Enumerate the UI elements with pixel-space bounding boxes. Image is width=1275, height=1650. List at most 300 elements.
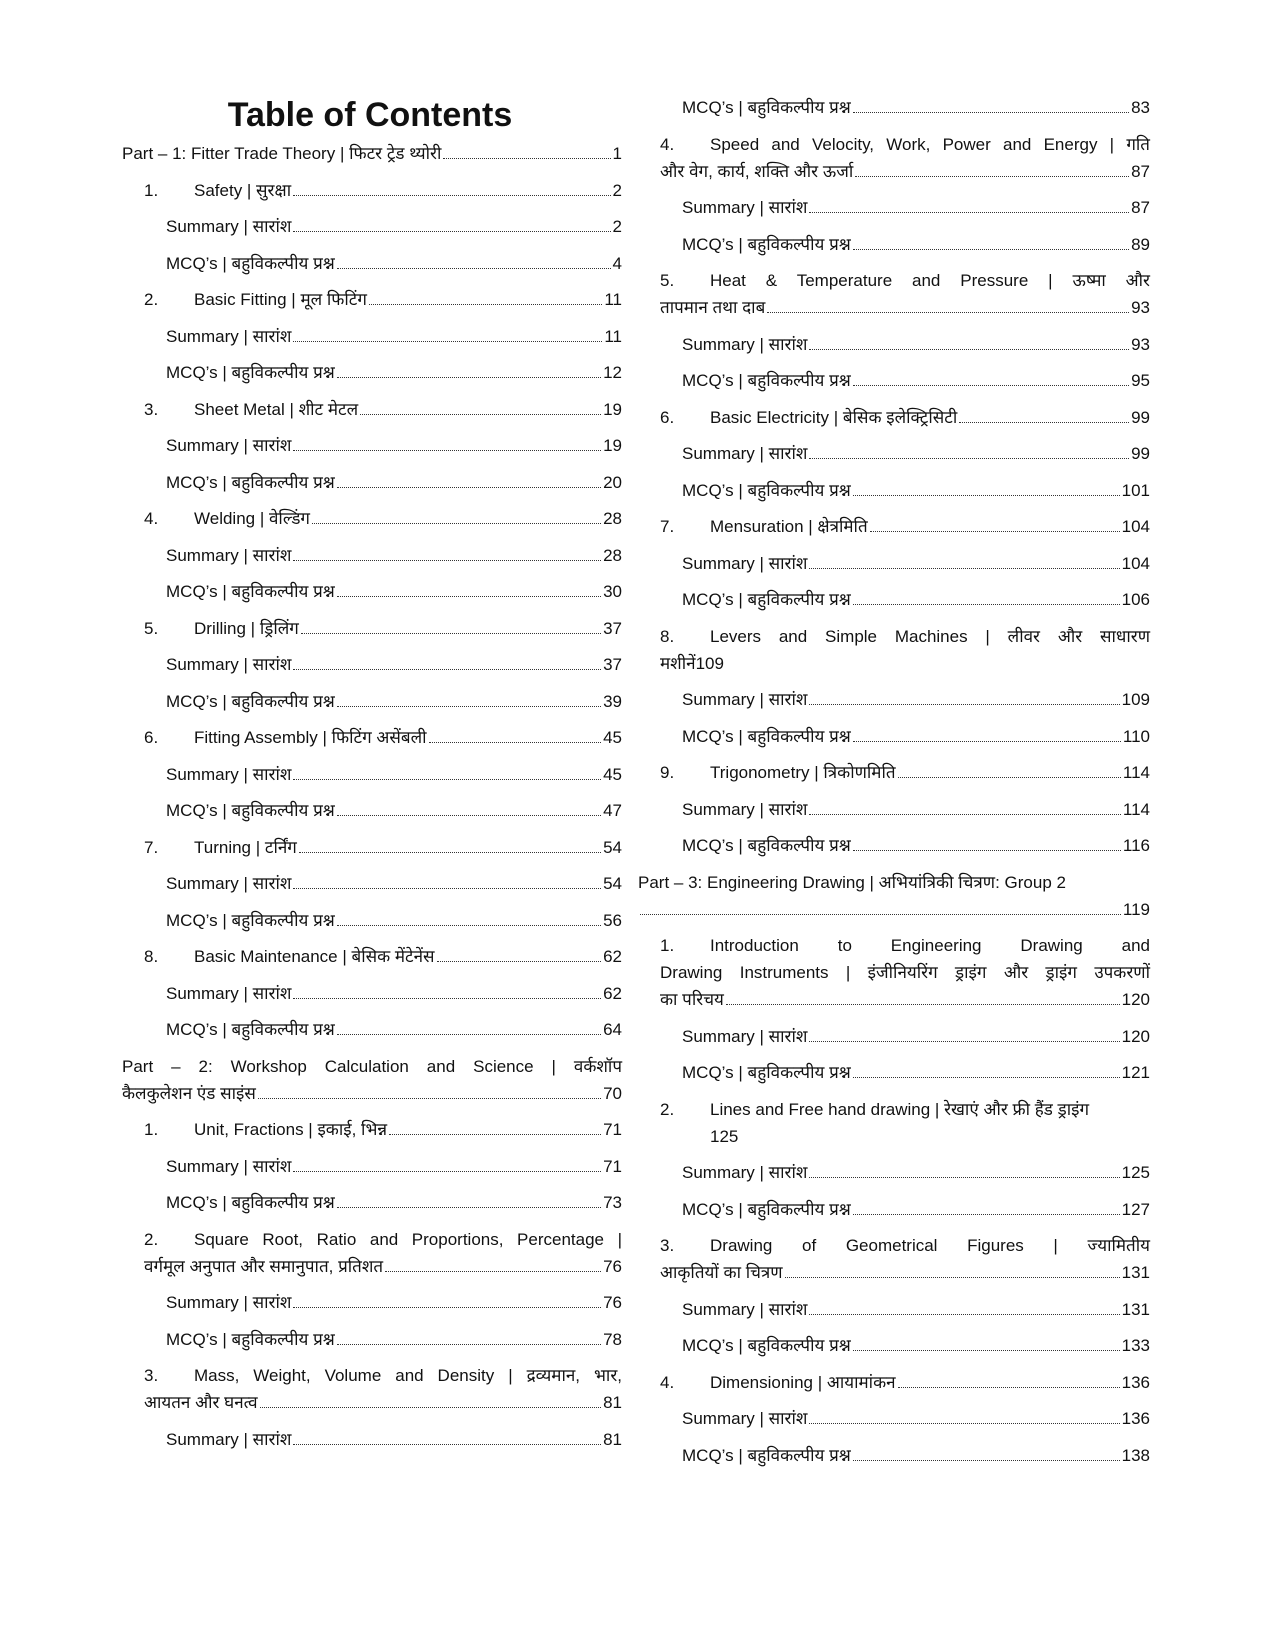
dot-leader (299, 852, 601, 853)
toc-chapter-row (144, 615, 622, 642)
toc-chapter (660, 513, 1150, 540)
toc-chapter (122, 615, 622, 642)
toc-subentry-row (682, 686, 1150, 713)
page-number: 11 (604, 326, 622, 346)
toc-chapter (122, 177, 622, 204)
dot-leader (337, 925, 601, 926)
dot-leader (260, 1407, 601, 1408)
toc-subentry-row (166, 359, 622, 386)
chapter-title-line3: का परिचय (660, 990, 724, 1009)
dot-leader (337, 1034, 601, 1035)
toc-chapter-row (144, 1116, 622, 1143)
toc-subentry-row (166, 688, 622, 715)
dot-leader (360, 414, 601, 415)
toc-subentry (660, 723, 1150, 750)
toc-subentry-row (166, 761, 622, 788)
toc-chapter-row (144, 177, 622, 204)
page-number: 116 (1122, 836, 1150, 855)
subentry-title: Summary | सारांश (682, 1299, 808, 1319)
dot-leader (853, 112, 1129, 113)
page-number: 2 (612, 217, 622, 236)
dot-leader (809, 458, 1129, 459)
dot-leader (293, 1444, 601, 1445)
toc-subentry-row (166, 980, 622, 1007)
toc-chapter-row (660, 1259, 1150, 1286)
toc-chapter-row (660, 1369, 1150, 1396)
chapter-number: 7. (660, 517, 675, 536)
page-number: 19 (603, 436, 622, 455)
subentry-title: Summary | सारांश (166, 655, 292, 674)
toc-subentry (122, 980, 622, 1007)
page-number: 28 (603, 545, 622, 565)
dot-leader (853, 604, 1120, 605)
dot-leader (301, 633, 601, 634)
toc-subentry (660, 194, 1150, 221)
dot-leader (389, 1134, 601, 1135)
dot-leader (767, 312, 1129, 313)
page-number: 83 (1131, 98, 1150, 117)
chapter-title: Mensuration | क्षेत्रमिति (710, 517, 868, 536)
page-number: 120 (1121, 1026, 1150, 1046)
toc-chapter (660, 759, 1150, 786)
dot-leader (853, 1214, 1120, 1215)
toc-chapter-row (144, 834, 622, 861)
subentry-title: MCQ’s | बहुविकल्पीय प्रश्न (682, 1445, 851, 1465)
toc-chapter-row (660, 294, 1150, 321)
dot-leader (337, 1207, 601, 1208)
toc-subentry (660, 550, 1150, 577)
toc-subentry-row (166, 469, 622, 496)
toc-subentry (122, 1189, 622, 1216)
toc-subentry-row (682, 796, 1150, 823)
toc-chapter-row (144, 1389, 622, 1416)
page-number: 87 (1131, 161, 1150, 181)
subentry-title: Summary | सारांश (166, 326, 292, 346)
dot-leader (809, 568, 1119, 569)
dot-leader (853, 1077, 1120, 1078)
dot-leader (293, 231, 610, 232)
toc-subentry (660, 440, 1150, 467)
page-number: 30 (603, 582, 622, 601)
subentry-title: MCQ’s | बहुविकल्पीय प्रश्न (682, 371, 851, 390)
toc-chapter-row (660, 986, 1150, 1013)
dot-leader (369, 304, 602, 305)
subentry-title: MCQ’s | बहुविकल्पीय प्रश्न (166, 691, 335, 711)
toc-subentry-row (682, 440, 1150, 467)
dot-leader (855, 176, 1129, 177)
toc-part-row (122, 1080, 622, 1107)
toc-subentry-row (682, 1023, 1150, 1050)
page-number: 70 (603, 1083, 622, 1103)
toc-subentry-row (682, 1332, 1150, 1359)
page-number: 11 (604, 290, 622, 309)
chapter-title-line1: 2. Square Root, Ratio and Proportions, Percentage | (144, 1226, 622, 1253)
chapter-title-line1: 1. Introduction to Engineering Drawing and (660, 932, 1150, 959)
toc-chapter (122, 1362, 622, 1416)
subentry-title: MCQ’s | बहुविकल्पीय प्रश्न (682, 1336, 851, 1355)
dot-leader (959, 422, 1129, 423)
chapter-title-line1: 3. Drawing of Geometrical Figures | ज्यामितीय (660, 1232, 1150, 1259)
chapter-number: 4. (144, 509, 159, 528)
page-number: 93 (1131, 298, 1150, 317)
page-number: 64 (603, 1020, 622, 1039)
subentry-title: MCQ’s | बहुविकल्पीय प्रश्न (166, 253, 335, 273)
dot-leader (853, 850, 1121, 851)
page-number: 93 (1131, 334, 1150, 354)
toc-subentry (660, 231, 1150, 258)
toc-right-column (638, 94, 1150, 1469)
toc-subentry (660, 1023, 1150, 1050)
chapter-title: Safety | सुरक्षा (194, 180, 292, 200)
dot-leader (429, 742, 602, 743)
chapter-number: 3. (144, 399, 159, 419)
page-number: 4 (612, 253, 622, 273)
subentry-title: MCQ’s | बहुविकल्पीय प्रश्न (166, 1020, 335, 1039)
subentry-title: Summary | सारांश (682, 1409, 808, 1428)
chapter-title: Sheet Metal | शीट मेटल (194, 399, 359, 419)
page-number: 133 (1121, 1336, 1150, 1355)
toc-subentry (660, 1059, 1150, 1086)
page-number: 136 (1121, 1409, 1150, 1428)
chapter-number: 8. (660, 626, 675, 646)
dot-leader (337, 377, 601, 378)
toc-subentry-row (166, 1326, 622, 1353)
page-number: 20 (603, 472, 622, 492)
subentry-title: Summary | सारांश (682, 690, 808, 709)
page-number: 62 (603, 947, 622, 966)
subentry-title: Summary | सारांश (682, 198, 808, 217)
toc-subentry-row (682, 1196, 1150, 1223)
toc-subentry-row (682, 586, 1150, 613)
toc-subentry (660, 586, 1150, 613)
chapter-title: Turning | टर्निंग (194, 837, 297, 857)
page-number: 110 (1122, 726, 1150, 746)
dot-leader (898, 777, 1121, 778)
chapter-title-line2: 125 (710, 1126, 739, 1146)
dot-leader (443, 158, 610, 159)
page-number: 39 (603, 691, 622, 711)
page-number: 136 (1121, 1372, 1150, 1392)
chapter-title-line1: 8. Levers and Simple Machines | लीवर और साधारण (660, 623, 1150, 650)
toc-subentry-row (682, 550, 1150, 577)
toc-part (122, 140, 622, 167)
dot-leader (853, 249, 1129, 250)
chapter-number: 4. (660, 1372, 675, 1392)
toc-subentry (122, 1426, 622, 1453)
page-number: 37 (603, 655, 622, 674)
toc-subentry-row (682, 1059, 1150, 1086)
toc-subentry (660, 1405, 1150, 1432)
toc-chapter-row (660, 513, 1150, 540)
toc-subentry (122, 1016, 622, 1043)
dot-leader (809, 814, 1120, 815)
chapter-number: 6. (144, 728, 159, 747)
dot-leader (640, 914, 1121, 915)
subentry-title: Summary | सारांश (166, 1156, 292, 1176)
part-title: Part – 3: Engineering Drawing | अभियांत्रिकी चित्रण: Group 2 (638, 872, 1066, 892)
page-number: 95 (1131, 371, 1150, 390)
page-number: 71 (603, 1156, 622, 1176)
subentry-title: MCQ’s | बहुविकल्पीय प्रश्न (682, 1063, 851, 1082)
chapter-number: 7. (144, 837, 159, 857)
page-number: 1 (612, 144, 622, 163)
subentry-title: MCQ’s | बहुविकल्पीय प्रश्न (166, 801, 335, 820)
chapter-title-line2: और वेग, कार्य, शक्ति और ऊर्जा (660, 161, 854, 181)
page-number: 138 (1121, 1445, 1150, 1465)
subentry-title: Summary | सारांश (166, 764, 292, 784)
page-number: 99 (1131, 444, 1150, 463)
page-number: 19 (603, 399, 622, 419)
dot-leader (293, 560, 601, 561)
toc-chapter-row (144, 1253, 622, 1280)
toc-chapter (660, 932, 1150, 1013)
subentry-title: MCQ’s | बहुविकल्पीय प्रश्न (166, 910, 335, 930)
toc-subentry-row (682, 1296, 1150, 1323)
chapter-title: Trigonometry | त्रिकोणमिति (710, 763, 896, 782)
page-number: 81 (603, 1393, 622, 1412)
toc-subentry-row (166, 1426, 622, 1453)
dot-leader (870, 531, 1120, 532)
page-number: 114 (1122, 799, 1150, 819)
dot-leader (293, 1171, 601, 1172)
subentry-title: Summary | सारांश (682, 1026, 808, 1046)
toc-chapter (122, 1226, 622, 1280)
chapter-title: Drilling | ड्रिलिंग (194, 618, 299, 638)
toc-chapter (122, 1116, 622, 1143)
toc-subentry (660, 1332, 1150, 1359)
toc-subentry (122, 359, 622, 386)
toc-subentry (660, 1159, 1150, 1186)
toc-chapter-row (144, 396, 622, 423)
toc-subentry (660, 1196, 1150, 1223)
page-number: 73 (603, 1193, 622, 1212)
dot-leader (853, 385, 1129, 386)
toc-chapter (660, 1369, 1150, 1396)
chapter-title-line1: 5. Heat & Temperature and Pressure | ऊष्मा और (660, 267, 1150, 294)
dot-leader (258, 1098, 601, 1099)
toc-subentry-row (682, 367, 1150, 394)
page-number: 114 (1122, 763, 1150, 782)
dot-leader (293, 341, 602, 342)
page-number: 54 (603, 874, 622, 893)
dot-leader (809, 212, 1129, 213)
subentry-title: MCQ’s | बहुविकल्पीय प्रश्न (166, 1329, 335, 1349)
subentry-title: MCQ’s | बहुविकल्पीय प्रश्न (682, 234, 851, 254)
toc-subentry-row (166, 432, 622, 459)
toc-subentry-row (682, 1442, 1150, 1469)
toc-chapter (122, 834, 622, 861)
subentry-title: Summary | सारांश (166, 545, 292, 565)
subentry-title: MCQ’s | बहुविकल्पीय प्रश्न (682, 1199, 851, 1219)
subentry-title: MCQ’s | बहुविकल्पीय प्रश्न (166, 1193, 335, 1212)
chapter-title: Basic Electricity | बेसिक इलेक्ट्रिसिटी (710, 407, 958, 427)
dot-leader (853, 1460, 1120, 1461)
toc-subentry (660, 331, 1150, 358)
dot-leader (293, 195, 610, 196)
subentry-title: Summary | सारांश (682, 334, 808, 354)
page-number: 76 (603, 1293, 622, 1312)
toc-subentry-row (166, 250, 622, 277)
page-number: 28 (603, 509, 622, 528)
page-number: 2 (612, 180, 622, 200)
subentry-title: MCQ’s | बहुविकल्पीय प्रश्न (682, 98, 851, 117)
dot-leader (785, 1277, 1120, 1278)
toc-chapter (660, 1096, 1150, 1150)
chapter-title-line2: आयतन और घनत्व (144, 1393, 258, 1412)
page-number: 37 (603, 618, 622, 638)
toc-part-row (122, 140, 622, 167)
toc-subentry-row (682, 331, 1150, 358)
toc-subentry (660, 94, 1150, 121)
toc-subentry-row (166, 1189, 622, 1216)
chapter-title-line2: तापमान तथा दाब (660, 298, 766, 317)
toc-chapter-row (144, 943, 622, 970)
page-number: 106 (1121, 590, 1150, 609)
page-number: 54 (603, 837, 622, 857)
toc-chapter (660, 267, 1150, 321)
toc-subentry-row (166, 578, 622, 605)
page-number: 56 (603, 910, 622, 930)
toc-chapter-row (144, 505, 622, 532)
toc-subentry (122, 1289, 622, 1316)
page-number: 62 (603, 983, 622, 1003)
toc-chapter (122, 724, 622, 751)
subentry-title: MCQ’s | बहुविकल्पीय प्रश्न (682, 726, 851, 746)
toc-subentry (122, 761, 622, 788)
subentry-title: Summary | सारांश (166, 436, 292, 455)
chapter-number: 5. (660, 271, 675, 290)
toc-subentry-row (166, 907, 622, 934)
toc-subentry (660, 1442, 1150, 1469)
subentry-title: Summary | सारांश (682, 1163, 808, 1182)
page-number: 89 (1131, 234, 1150, 254)
toc-subentry (122, 469, 622, 496)
dot-leader (809, 1423, 1119, 1424)
page-number: 121 (1121, 1063, 1150, 1082)
toc-part (122, 1053, 622, 1107)
subentry-title: Summary | सारांश (166, 1293, 292, 1312)
toc-chapter-row (660, 759, 1150, 786)
toc-subentry (122, 213, 622, 240)
page-number: 127 (1121, 1199, 1150, 1219)
toc-subentry-row (682, 94, 1150, 121)
chapter-number: 1. (144, 1120, 159, 1139)
toc-part (638, 869, 1150, 923)
subentry-title: MCQ’s | बहुविकल्पीय प्रश्न (682, 590, 851, 609)
toc-subentry-row (682, 832, 1150, 859)
dot-leader (293, 669, 601, 670)
toc-subentry-row (166, 213, 622, 240)
chapter-title-line1: 2. Lines and Free hand drawing | रेखाएं और फ्री हैंड ड्राइंग (660, 1096, 1150, 1123)
dot-leader (385, 1271, 601, 1272)
dot-leader (293, 1307, 601, 1308)
toc-subentry (122, 907, 622, 934)
page-number: 45 (603, 764, 622, 784)
toc-subentry (122, 651, 622, 678)
toc-subentry (122, 870, 622, 897)
page-number: 104 (1121, 517, 1150, 536)
toc-chapter (660, 131, 1150, 185)
chapter-number: 5. (144, 618, 159, 638)
chapter-title: Unit, Fractions | इकाई, भिन्न (194, 1120, 388, 1139)
chapter-number: 2. (144, 1229, 159, 1249)
toc-subentry-row (166, 323, 622, 350)
part-title: Part – 1: Fitter Trade Theory | फिटर ट्रेड थ्योरी (122, 144, 442, 163)
subentry-title: Summary | सारांश (682, 799, 808, 819)
toc-chapter (122, 396, 622, 423)
toc-subentry-row (166, 651, 622, 678)
toc-subentry (122, 1326, 622, 1353)
subentry-title: MCQ’s | बहुविकल्पीय प्रश्न (166, 472, 335, 492)
chapter-title-line2: आकृतियों का चित्रण (660, 1263, 783, 1282)
dot-leader (809, 704, 1119, 705)
toc-chapter (660, 1232, 1150, 1286)
page-number: 12 (603, 363, 622, 382)
toc-subentry (660, 832, 1150, 859)
chapter-number: 3. (144, 1366, 159, 1385)
chapter-number: 1. (144, 180, 159, 200)
chapter-title: Basic Fitting | मूल फिटिंग (194, 290, 367, 309)
toc-subentry (122, 323, 622, 350)
chapter-number: 9. (660, 763, 675, 782)
toc-part-row (638, 896, 1150, 923)
part-title-line2: कैलकुलेशन एंड साइंस (122, 1083, 256, 1103)
subentry-title: Summary | सारांश (682, 444, 808, 463)
subentry-title: Summary | सारांश (166, 1429, 292, 1449)
toc-subentry (122, 1153, 622, 1180)
page-number: 131 (1121, 1263, 1150, 1282)
subentry-title: Summary | सारांश (166, 983, 292, 1003)
page-number: 76 (603, 1256, 622, 1276)
chapter-title: Dimensioning | आयामांकन (710, 1372, 896, 1392)
toc-chapter-row (660, 404, 1150, 431)
page-number: 87 (1131, 198, 1150, 217)
chapter-title-line1: 3. Mass, Weight, Volume and Density | द्रव्यमान, भार, (144, 1362, 622, 1389)
page-number: 104 (1121, 553, 1150, 573)
dot-leader (809, 349, 1129, 350)
dot-leader (293, 998, 601, 999)
subentry-title: Summary | सारांश (682, 553, 808, 573)
toc-subentry (122, 432, 622, 459)
toc-chapter-row (144, 286, 622, 313)
toc-subentry (660, 367, 1150, 394)
page-number: 125 (1121, 1163, 1150, 1182)
chapter-title: Welding | वेल्डिंग (194, 509, 310, 528)
chapter-number: 4. (660, 134, 675, 154)
toc-chapter (660, 623, 1150, 677)
toc-subentry-row (682, 194, 1150, 221)
dot-leader (293, 779, 601, 780)
page-number: 71 (603, 1120, 622, 1139)
dot-leader (337, 1344, 601, 1345)
dot-leader (853, 495, 1120, 496)
dot-leader (437, 961, 602, 962)
toc-subentry-row (166, 1153, 622, 1180)
toc-subentry-row (166, 1016, 622, 1043)
toc-chapter (660, 404, 1150, 431)
toc-subentry-row (682, 1159, 1150, 1186)
dot-leader (853, 1350, 1120, 1351)
toc-subentry-row (682, 477, 1150, 504)
toc-subentry (660, 686, 1150, 713)
chapter-title: Fitting Assembly | फिटिंग असेंबली (194, 728, 427, 747)
toc-left-column (122, 140, 622, 1453)
page-number: 99 (1131, 407, 1150, 427)
dot-leader (898, 1387, 1120, 1388)
toc-subentry-row (166, 870, 622, 897)
chapter-title-line2: वर्गमूल अनुपात और समानुपात, प्रतिशत (144, 1256, 384, 1276)
subentry-title: Summary | सारांश (166, 217, 292, 236)
